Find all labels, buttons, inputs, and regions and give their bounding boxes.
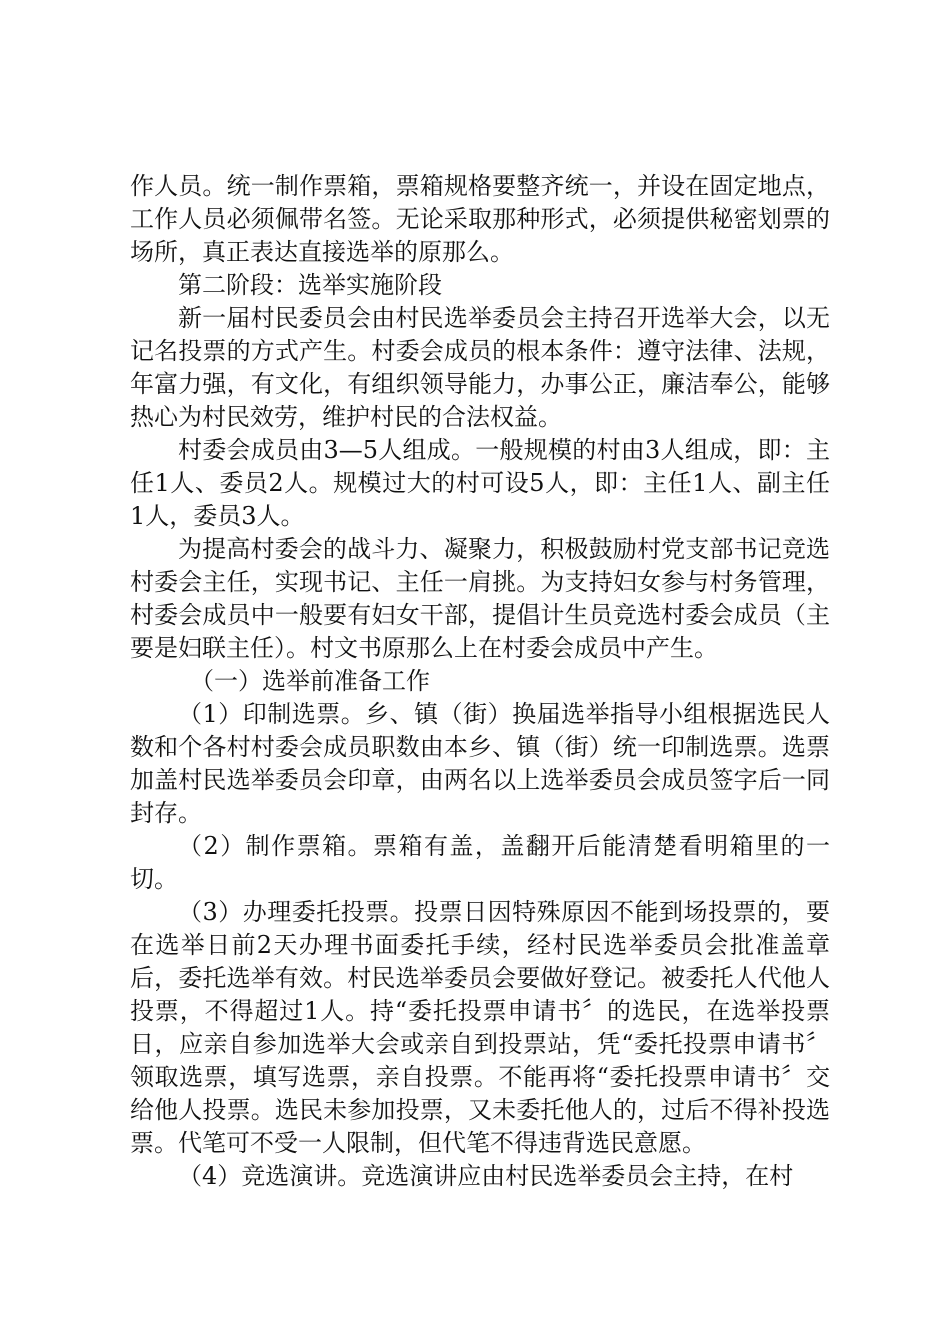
paragraph-print-ballots: （1）印制选票。乡、镇（街）换届选举指导小组根据选民人数和个各村村委会成员职数由本乡、镇（街）统一印制选票。选票加盖村民选举委员会印章，由两名以上选举委员会成员签字后一同封存。: [130, 700, 830, 827]
paragraph-ballot-box: （2）制作票箱。票箱有盖，盖翻开后能清楚看明箱里的一切。: [130, 832, 830, 893]
subsection-heading-preparation: （一）选举前准备工作: [190, 667, 430, 695]
paragraph-campaign-speech: （4）竞选演讲。竞选演讲应由村民选举委员会主持，在村: [178, 1162, 794, 1190]
section-heading-stage-two: 第二阶段：选举实施阶段: [178, 271, 442, 299]
paragraph-proxy-voting: （3）办理委托投票。投票日因特殊原因不能到场投票的，要在选举日前2天办理书面委托手续，经村民选举委员会批准盖章后，委托选举有效。村民选举委员会要做好登记。被委托人代他人投票，不得超过1人。持“委托投票申请书〞的选民，在选举投票日，应亲自参加选举大会或亲自到投票站，凭“委托投票申请书〞领取选票，填写选票，亲自投票。不能再将“委托投票申请书〞交给他人投票。选民未参加投票，又未委托他人的，过后不得补投选票。代笔可不受一人限制，但代笔不得违背选民意愿。: [130, 898, 830, 1157]
paragraph-continuation: 作人员。统一制作票箱，票箱规格要整齐统一，并设在固定地点，工作人员必须佩带名签。无论采取那种形式，必须提供秘密划票的场所，真正表达直接选举的原那么。: [130, 172, 830, 266]
paragraph-committee-size: 村委会成员由3—5人组成。一般规模的村由3人组成，即：主任1人、委员2人。规模过大的村可设5人，即：主任1人、副主任1人，委员3人。: [130, 436, 830, 530]
paragraph-election-overview: 新一届村民委员会由村民选举委员会主持召开选举大会，以无记名投票的方式产生。村委会成员的根本条件：遵守法律、法规，年富力强，有文化，有组织领导能力，办事公正，廉洁奉公，能够热心为村民效劳，维护村民的合法权益。: [130, 304, 830, 431]
paragraph-leadership: 为提高村委会的战斗力、凝聚力，积极鼓励村党支部书记竞选村委会主任，实现书记、主任一肩挑。为支持妇女参与村务管理，村委会成员中一般要有妇女干部，提倡计生员竞选村委会成员（主要是妇联主任）。村文书原那么上在村委会成员中产生。: [130, 535, 830, 662]
document-page: [130, 170, 830, 1193]
